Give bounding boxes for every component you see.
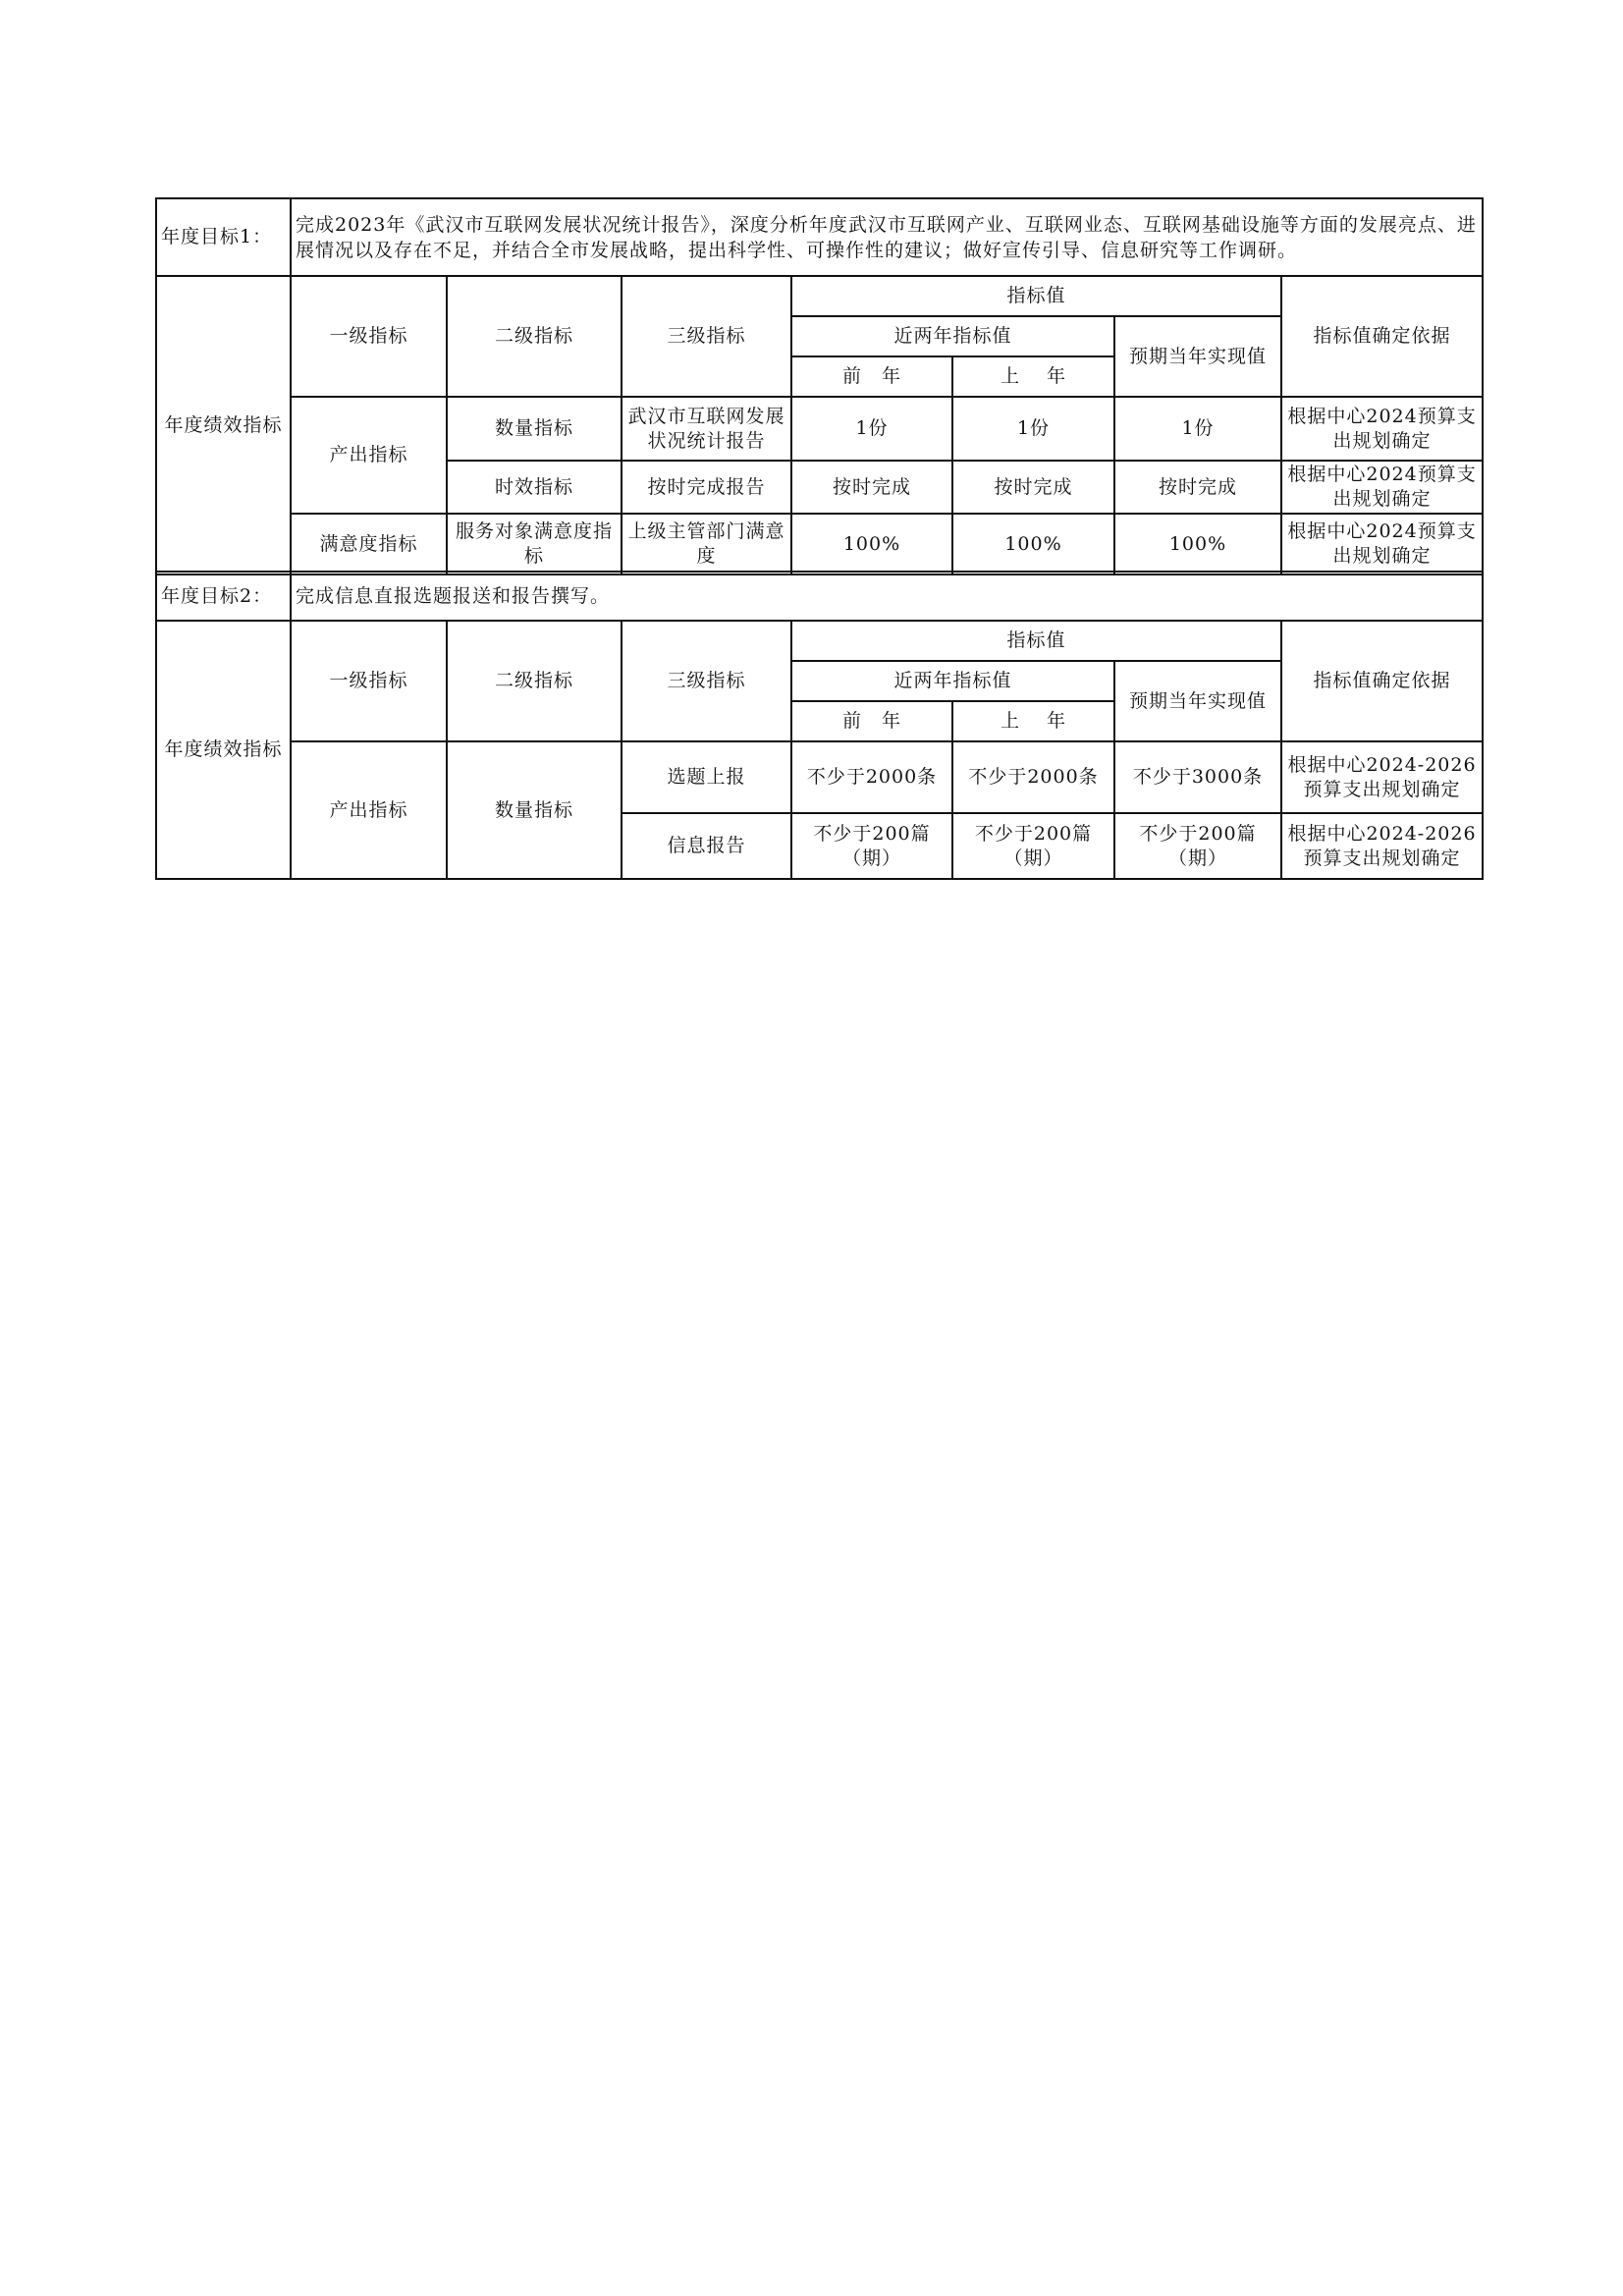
goal1-timeliness-level3: 按时完成报告 bbox=[622, 461, 791, 514]
goal1-quantity-level2: 数量指标 bbox=[447, 397, 622, 461]
goal1-satisfaction-basis: 根据中心2024预算支出规划确定 bbox=[1281, 514, 1483, 574]
goal2-header-basis: 指标值确定依据 bbox=[1281, 621, 1483, 741]
goal2-header-level3: 三级指标 bbox=[622, 621, 791, 741]
goal2-text: 完成信息直报选题报送和报告撰写。 bbox=[291, 572, 1483, 621]
goal1-satisfaction-prev: 100% bbox=[791, 514, 952, 574]
goal2-header-recent-two-years: 近两年指标值 bbox=[791, 661, 1114, 701]
goal2-header-indicator-value: 指标值 bbox=[791, 621, 1281, 661]
goal2-reports-last: 不少于200篇（期） bbox=[952, 813, 1114, 879]
goal2-reports-prev: 不少于200篇（期） bbox=[791, 813, 952, 879]
goal1-header-level2: 二级指标 bbox=[447, 276, 622, 397]
goal1-header-last-year: 上 年 bbox=[952, 356, 1114, 397]
goal2-header-level2: 二级指标 bbox=[447, 621, 622, 741]
goal1-satisfaction-expected: 100% bbox=[1114, 514, 1281, 574]
goal2-section-label: 年度绩效指标 bbox=[156, 621, 291, 879]
goal1-quantity-prev: 1份 bbox=[791, 397, 952, 461]
goal1-timeliness-level2: 时效指标 bbox=[447, 461, 622, 514]
goal1-header-basis: 指标值确定依据 bbox=[1281, 276, 1483, 397]
goal2-topics-basis: 根据中心2024-2026预算支出规划确定 bbox=[1281, 741, 1483, 813]
goal1-satisfaction-level3: 上级主管部门满意度 bbox=[622, 514, 791, 574]
goal1-quantity-expected: 1份 bbox=[1114, 397, 1281, 461]
goal2-header-last-year: 上 年 bbox=[952, 701, 1114, 741]
goal1-output-label: 产出指标 bbox=[291, 397, 447, 514]
goal2-label: 年度目标2： bbox=[156, 572, 291, 621]
goal2-topics-last: 不少于2000条 bbox=[952, 741, 1114, 813]
goal1-table bbox=[155, 197, 1484, 575]
goal1-timeliness-basis: 根据中心2024预算支出规划确定 bbox=[1281, 461, 1483, 514]
goal1-timeliness-expected: 按时完成 bbox=[1114, 461, 1281, 514]
goal2-header-expected: 预期当年实现值 bbox=[1114, 661, 1281, 741]
goal1-quantity-level3: 武汉市互联网发展状况统计报告 bbox=[622, 397, 791, 461]
goal1-header-level1: 一级指标 bbox=[291, 276, 447, 397]
goal1-quantity-last: 1份 bbox=[952, 397, 1114, 461]
goal1-timeliness-prev: 按时完成 bbox=[791, 461, 952, 514]
goal1-satisfaction-last: 100% bbox=[952, 514, 1114, 574]
goal1-label: 年度目标1： bbox=[156, 198, 291, 276]
goal2-topics-prev: 不少于2000条 bbox=[791, 741, 952, 813]
goal1-satisfaction-level1: 满意度指标 bbox=[291, 514, 447, 574]
goal1-timeliness-last: 按时完成 bbox=[952, 461, 1114, 514]
goal2-quantity-label: 数量指标 bbox=[447, 741, 622, 879]
goal2-header-prev-year: 前 年 bbox=[791, 701, 952, 741]
goal1-header-expected: 预期当年实现值 bbox=[1114, 316, 1281, 397]
goal1-quantity-basis: 根据中心2024预算支出规划确定 bbox=[1281, 397, 1483, 461]
goal2-output-label: 产出指标 bbox=[291, 741, 447, 879]
goal1-satisfaction-level2: 服务对象满意度指标 bbox=[447, 514, 622, 574]
goal2-reports-expected: 不少于200篇（期） bbox=[1114, 813, 1281, 879]
goal2-reports-level3: 信息报告 bbox=[622, 813, 791, 879]
goal1-header-level3: 三级指标 bbox=[622, 276, 791, 397]
goal2-table bbox=[155, 571, 1484, 880]
goal2-topics-level3: 选题上报 bbox=[622, 741, 791, 813]
goal2-topics-expected: 不少于3000条 bbox=[1114, 741, 1281, 813]
goal2-reports-basis: 根据中心2024-2026预算支出规划确定 bbox=[1281, 813, 1483, 879]
goal1-header-recent-two-years: 近两年指标值 bbox=[791, 316, 1114, 356]
goal1-section-label: 年度绩效指标 bbox=[156, 276, 291, 574]
goal2-header-level1: 一级指标 bbox=[291, 621, 447, 741]
goal1-header-prev-year: 前 年 bbox=[791, 356, 952, 397]
goal1-text: 完成2023年《武汉市互联网发展状况统计报告》，深度分析年度武汉市互联网产业、互联网业态、互联网基础设施等方面的发展亮点、进展情况以及存在不足，并结合全市发展战略，提出科学性、可操作性的建议；做好宣传引导、信息研究等工作调研。 bbox=[291, 198, 1483, 276]
goal1-header-indicator-value: 指标值 bbox=[791, 276, 1281, 316]
